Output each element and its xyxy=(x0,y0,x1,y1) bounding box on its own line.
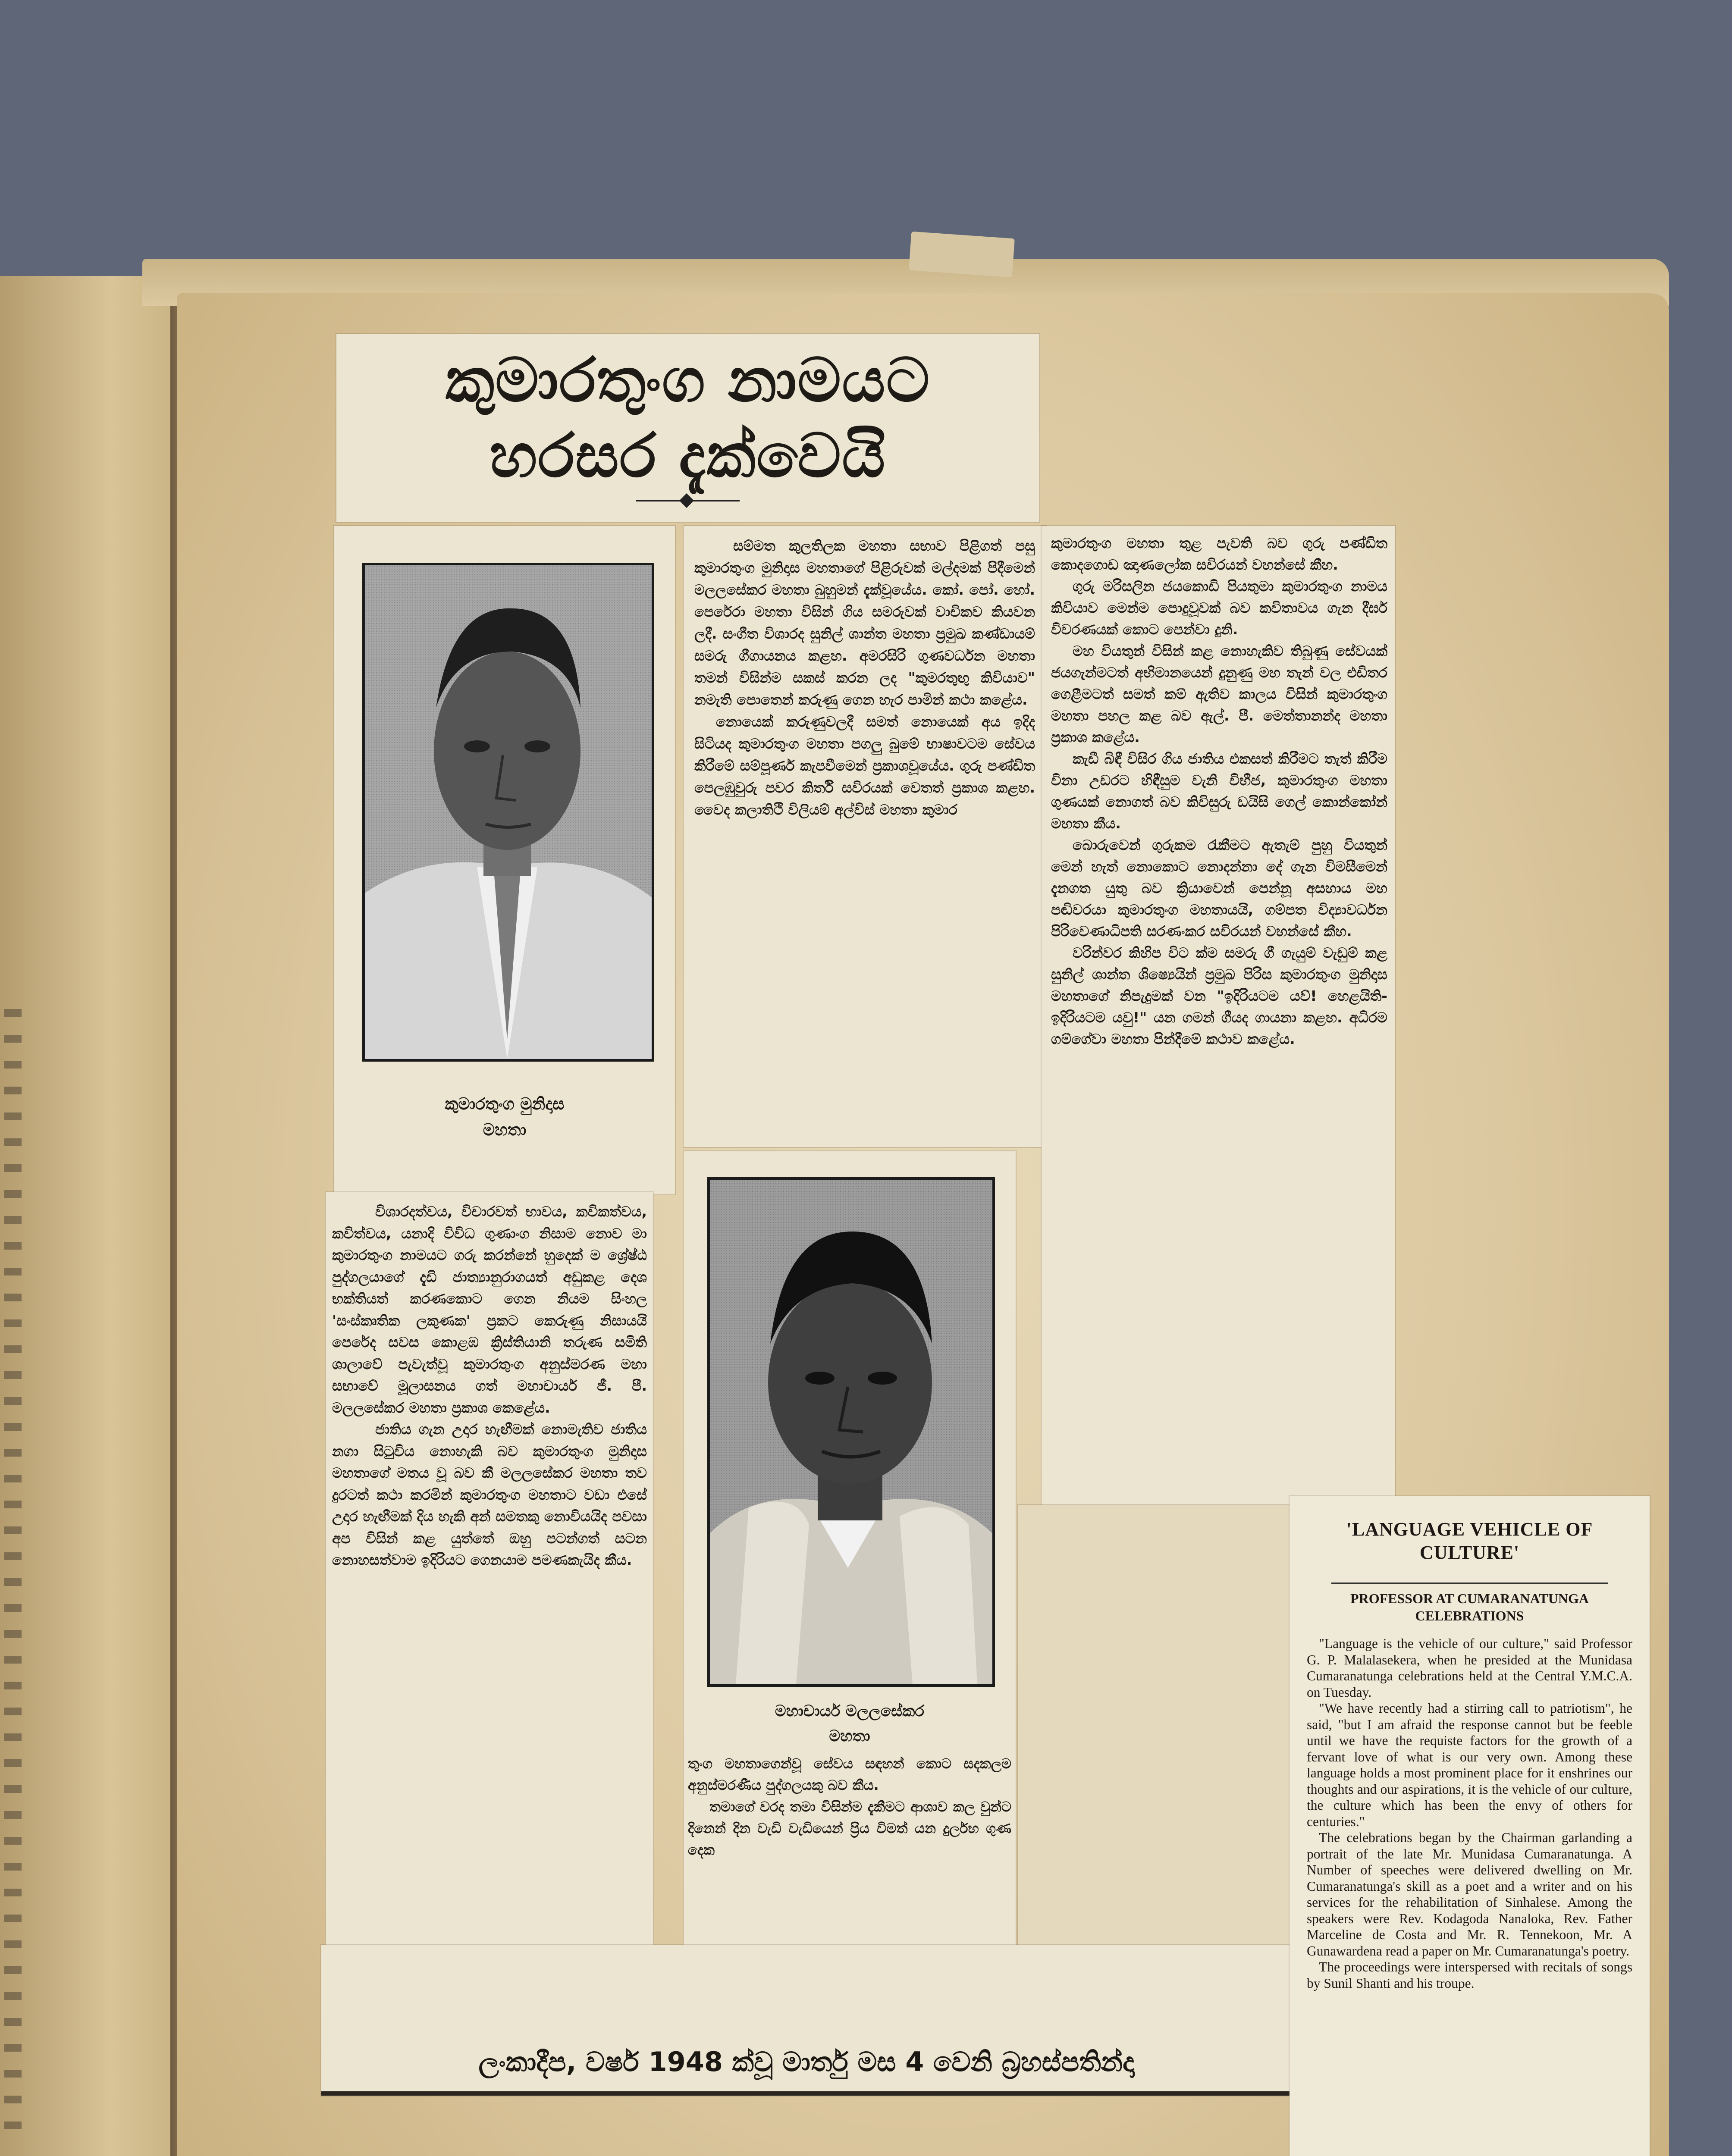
english-paragraph-4: The proceedings were interspersed with recitals of songs by Sunil Shanti and his troupe. xyxy=(1307,1959,1632,1991)
column-1-paragraph-2: ජාතිය ගැන උදාර හැඟීමක් නොමැතිව ජාතිය නගා සිටුවිය නොහැකි බව කුමාරතුංග මුනිදාස මහතාගේ මතය වූ බව කී මලලසේකර මහතා තව දුරටත් කථා කරමින් කුමාරතුංග මහතාට වඩා එසේ උදාර හැඟීමක් දිය හැකි අන් සමතකු නොවියයිද පවසා අප විසින් කළ යුත්තේ ඔහු පටන්ගත් සටන නොහසත්වාම ඉදිරියට ගෙනයාම පමණකැයිද කීය. xyxy=(332,1421,647,1568)
column-1-paragraph-1: විශාරදත්වය, විචාරවත් භාවය, කවිකත්වය, කවිත්වය, යනාදි විවිධ ගුණාංග නිසාම නොව මා කුමාරතුංග නාමයට ගරු කරන්නේ හුදෙක් ම ශ්‍රේෂ්ඨ පුද්ගලයාගේ දැඩි ජාත්‍යානුරාගයත් අඩුකළ දෙශ භක්තියත් කරණකොට ගෙන නියම සිංහල 'සංස්කෘතික ලකුණක' ප්‍රකට කෙරුණු නිසායයි පෙරේද සවස කොළඹ ක්‍රිස්තියානි තරුණ සමිති ශාලාවේ පැවැත්වූ කුමාරතුංග අනුස්මරණ මහා සභාවේ මූලාසනය ගත් මහාචාර්ය ජී. පී. මලලසේකර මහතා ප්‍රකාශ කෙළේය. xyxy=(332,1203,647,1416)
torn-tab xyxy=(909,232,1015,278)
column-3-paragraph-1: කුමාරතුංග මහතා තුළ පැවති බව ගුරු පණ්ඩිත කොදගොඩ ඤාණලෝක සවිරයන් වහන්සේ කීහ. xyxy=(1051,535,1387,573)
portrait-photo-malalasekera xyxy=(707,1177,995,1687)
english-clipping-title: 'LANGUAGE VEHICLE OF CULTURE' xyxy=(1346,1519,1593,1563)
column-3-paragraph-4: කැඩී බිඳී විසිර ගිය ජාතිය එකසත් කිරීමට තැත් කිරීම විනා උඩරට හිඳීසුම වැනි විභීජ, කුමාරතුංග මහතා ගුණයක් නොගත් බව කිවිසුරු ඩයිසි ගෙල් කොන්කෝන් මහතා කීය. xyxy=(1051,750,1387,832)
headline-ornament xyxy=(636,500,740,501)
english-paragraph-3: The celebrations began by the Chairman garlanding a portrait of the late Mr. Munidasa Cumaranatunga. A Number of speeches were delivered dwelling on Mr. Cumaranatunga's skill as a poet and a writer and on his services for the rehabilitation of Sinhalese. Among the speakers were Rev. Kodagoda Nanaloka, Rev. Father Marceline de Costa and Mr. R. Tennekoon, Mr. A Gunawardena read a paper on Mr. Cumaranatunga's poetry. xyxy=(1307,1830,1632,1959)
column-1-bottom-text xyxy=(332,1201,647,1940)
english-clipping-subtitle: PROFESSOR AT CUMARANATUNGA CELEBRATIONS xyxy=(1331,1583,1608,1624)
portrait-image xyxy=(365,565,652,1059)
column-2-paragraph-2: නොයෙක් කරුණුවලදී සමත් නොයෙක් අය ඉදිද සිටියද කුමාරතුංග මහතා පගලු බුමේ භාෂාවටම සේවය කිරීමේ සම්පූර්ණ කැපවීමෙන් ප්‍රකාශවූයේය. ගුරු පණ්ඩිත පෙලඹුවුරු පවර කිර්ති සවිරයක් වෙතත් ප්‍රකාශ කළහ. වෛද කලාතිථි විලියම් අල්විස් මහතා කුමාර xyxy=(694,713,1035,818)
article-column-2-top xyxy=(684,526,1046,1147)
column-2-top-text xyxy=(694,535,1035,1138)
column-2-bottom-paragraph-2: තමාගේ වරද තමා විසින්ම දැකීමට ආශාව කල වුන්ට දිනෙන් දින වැඩි වැඩියෙන් ප්‍රිය විමත් යන දුර්ලභ ගුණ දෙක xyxy=(688,1799,1011,1858)
photo1-caption xyxy=(334,1091,675,1143)
headline-clipping xyxy=(336,334,1039,522)
portrait-image-2 xyxy=(710,1180,992,1684)
blank-clipping-strip xyxy=(1018,1505,1290,1945)
photo2-caption-line-1: මහාචාර්ය මලලසේකර xyxy=(775,1702,925,1720)
column-3-paragraph-2: ගුරු මරිසලින ජයකොඩි පියතුමා කුමාරතුංග නාමය කිවියාව මෙන්ම පොදුවූවක් බව කවිතාවය ගැන දීර්ඝ විවරණයක් කොට පෙන්වා දුනි. xyxy=(1051,578,1387,638)
photo2-clipping xyxy=(684,1151,1016,1945)
column-3-paragraph-3: මහ වියතුන් විසින් කළ නොහැකිව තිබුණු සේවයක් ජයගැන්මටත් අභිමානයෙන් දුනුණු මහ තැන් වල එඩිතර ගෙළීමටත් සමත් කම් ඇතිව කාලය විසින් කුමාරතුංග මහතා පහල කළ බව ඇල්. පී. මෙත්තානන්ද මහතා ප්‍රකාශ කළේය. xyxy=(1051,642,1387,746)
english-paragraph-1: "Language is the vehicle of our culture," said Professor G. P. Malalasekera, when he presided at the Munidasa Cumaranatunga celebrations held at the Central Y.M.C.A. on Tuesday. xyxy=(1307,1636,1632,1700)
photo2-caption-line-2: මහතා xyxy=(829,1727,870,1745)
portrait-photo-cumaratunga xyxy=(362,563,654,1062)
photo2-caption xyxy=(684,1699,1016,1749)
column-3-paragraph-6: වරින්වර කිහිප විට ක්ම සමරු ගී ගැයුම් වැඩුම් කළ සුනිල් ශාන්ත ශිෂ්‍යෙයින් ප්‍රමුඛ පිරිස කුමාරතුංග මුනිදාස මහතාගේ නිපැදුමක් වන "ඉදිරියටම යව්! හෙළයිති-ඉදිරියටම යවු!" යන ගමන් ගීයද ගායනා කළහ. අධිරම ගම්ගේවා මහතා පින්දීමේ කථාව කළේය. xyxy=(1051,944,1387,1047)
photo1-clipping xyxy=(334,526,675,1194)
headline-line-1: කුමාරතුංග නාමයට xyxy=(445,345,931,416)
english-clipping-body xyxy=(1307,1636,1632,1991)
article-column-3 xyxy=(1042,526,1395,1505)
column-2-bottom-text xyxy=(688,1753,1011,1938)
headline-line-2: හරසර දැක්වෙයි xyxy=(489,421,886,491)
photo1-caption-line-1: කුමාරතුංග මුනිදාස xyxy=(445,1094,565,1113)
column-3-text xyxy=(1051,533,1387,1498)
facing-page xyxy=(0,276,185,2156)
newspaper-dateline: ලංකාදීප, වර්ෂ 1948 ක්වූ මාර්තු මස 4 වෙනි බ්‍රහස්පතින්දා xyxy=(478,2046,1135,2078)
column-2-paragraph-1: සම්මත කුලතිලක මහතා සභාව පිළිගත් පසු කුමාරතුංග මුනිදාස මහතාගේ පිළිරුවක් මල්දමක් පිදීමෙන් මලලසේකර මහතා බුහුමන් දැක්වූයේය. කෝ. පෝ. හෝ. පෙරේරා මහතා විසින් ගිය සමරුවක් වාචිකව කියවන ලදී. සංගීත විශාරද සුනිල් ශාන්ත මහතා ප්‍රමුඛ කණ්ඩායම් සමරු ගීගායනය කළහ. අමරසිරි ගුණවර්ධන මහතා තමන් විසින්ම සකස් කරන ලද "කුමරතුඟු කිවියාව" නමැති පොතෙන් කරුණු ගෙන හැර පාමින් කථා කළේය. xyxy=(694,537,1035,708)
english-paragraph-2: "We have recently had a stirring call to patriotism", he said, "but I am afraid the response cannot but be feeble until we have the requiste factors for the growth of a fervant love of what is our very own. Among these language holds a most prominent place for it enshrines our thoughts and our aspirations, it is the vehicle of our culture, the culture which has been the envy of others for centuries." xyxy=(1307,1701,1632,1829)
column-3-paragraph-5: බොරුවෙන් ගුරුකම රැකීමට ඇතැම් පුහු වියතුන් මෙන් හැත් නොකොට නොදන්නා දේ ගැන විමසීමෙන් දැනගත යුතු බව ක්‍රියාවෙන් පෙන්නූ අසහාය මහ පඬිවරයා කුමාරතුංග මහතායයි, ගම්පත විද්‍යාවර්ධන පිරිවෙණාධිපති සරණංකර සවිරයන් වහන්සේ කීහ. xyxy=(1051,837,1387,940)
article-column-1-bottom xyxy=(326,1192,653,1947)
photo1-caption-line-2: මහතා xyxy=(483,1120,527,1139)
facing-page-text-edge xyxy=(4,1009,22,2130)
footer-dateline-clipping xyxy=(321,1945,1292,2096)
english-clipping xyxy=(1290,1496,1650,2156)
column-2-bottom-paragraph-1: තුංග මහතාගෙන්වූ සේවය සඳහන් කොට සදකලම අනුස්මරණීය පුද්ගලයකු බව කීය. xyxy=(688,1755,1011,1793)
